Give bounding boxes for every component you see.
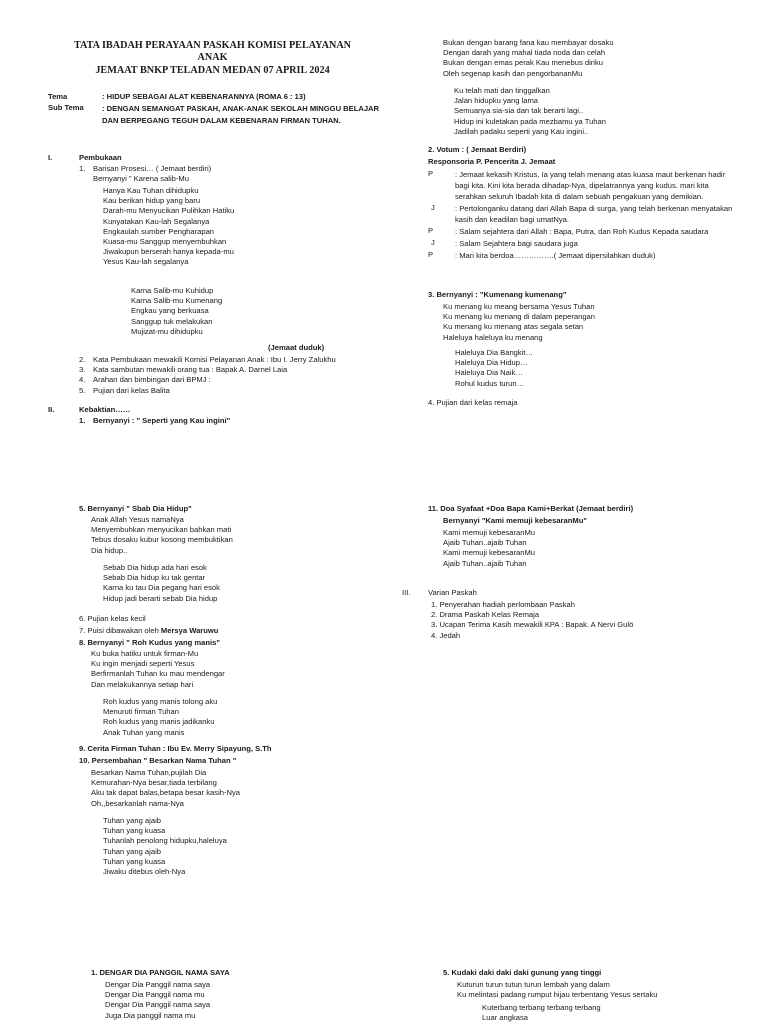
line: Jadilah padaku seperti yang Kau ingini.. xyxy=(454,126,589,136)
line: Hidup ini kuletakan pada mezbamu ya Tuhan xyxy=(454,116,606,126)
responsoria-row xyxy=(428,203,733,225)
line: 3. Kata sambutan mewakili orang tua : Bapak A. Darnel Laia xyxy=(79,365,288,375)
document-title xyxy=(40,40,385,77)
line: Bukan dengan barang fana kau membayar dosaku xyxy=(443,38,614,47)
responsoria-list xyxy=(428,169,733,262)
line: Tebus dosaku kubur kosong membuktikan xyxy=(91,535,233,545)
line: Dengar Dia Panggil nama saya xyxy=(105,980,211,989)
right-item-4: 4. Pujian dari kelas remaja xyxy=(428,398,518,407)
song-seperti-verse xyxy=(443,38,614,79)
line: 4. Jedah xyxy=(431,630,461,640)
song-roh-kudus-title: 8. Bernyanyi " Roh Kudus yang manis" xyxy=(79,638,220,647)
line: Oh,,besarkanlah nama-Nya xyxy=(91,798,184,808)
jemaat-duduk-note: (Jemaat duduk) xyxy=(268,343,325,352)
item-11-doa: 11. Doa Syafaat +Doa Bapa Kami+Berkat (Jemaat berdiri) xyxy=(428,504,634,513)
line: Juga Dia panggil nama mu xyxy=(105,1010,196,1020)
section-1-item-1: 1. Barisan Prosesi… ( Jemaat berdiri) xyxy=(79,164,212,173)
responsoria-text: : Salam sejahtera dari Allah : Bapa, Putra, dan Roh Kudus Kepada saudara xyxy=(455,227,709,236)
line: Ku menang ku meang bersama Yesus Tuhan xyxy=(443,302,595,311)
line: Kemurahan-Nya besar,tiada terbilang xyxy=(91,778,217,788)
song-sbab-dia-hidup-chorus xyxy=(103,563,220,604)
song-roh-kudus-verse xyxy=(91,649,225,690)
line: Kuterbang terbang terbang terbang xyxy=(482,1003,601,1012)
line: Karna Salib-mu Kumenang xyxy=(131,296,223,306)
line: Engkaulah sumber Pengharapan xyxy=(103,226,215,236)
line: Haleluya Dia Bangkit… xyxy=(455,348,534,357)
line: Tuhan yang ajaib xyxy=(103,846,161,856)
responsoria-row xyxy=(428,250,733,261)
votum: 2. Votum : ( Jemaat Berdiri) xyxy=(428,145,527,154)
section-1-heading: Pembukaan xyxy=(79,153,122,162)
song-kumenang-verse xyxy=(443,302,595,343)
line: Semuanya sia-sia dan tak berarti lagi.. xyxy=(454,106,584,116)
line: Anak Allah Yesus namaNya xyxy=(91,515,184,524)
song-besarkan-verse xyxy=(91,768,240,809)
line: Darah-mu Menyucikan Pulihkan Hatiku xyxy=(103,206,235,216)
item-7: 7. Puisi dibawakan oleh Mersya Waruwu xyxy=(79,626,219,635)
item-9-cerita-firman: 9. Cerita Firman Tuhan : Ibu Ev. Merry Sipayung, S.Th xyxy=(79,744,272,753)
line: Luar angkasa xyxy=(482,1013,529,1023)
bottom-song-dengar-title: 1. DENGAR DIA PANGGIL NAMA SAYA xyxy=(91,968,230,977)
tema-label: Tema xyxy=(48,92,68,101)
song-kami-memuji-title: Bernyanyi "Kami memuji kebesaranMu" xyxy=(443,516,587,525)
line: Besarkan Nama Tuhan,pujilah Dia xyxy=(91,768,207,777)
line: Kuturun turun tutun turun lembah yang dalam xyxy=(457,980,610,989)
song-roh-kudus-chorus xyxy=(103,697,217,738)
line: Hidup jadi berarti sebab Dia hidup xyxy=(103,593,218,603)
speaker-label: J xyxy=(431,203,435,212)
song-besarkan-chorus xyxy=(103,816,227,877)
speaker-label: P xyxy=(428,169,434,178)
line: Aku tak dapat balas,betapa besar kasih-Nya xyxy=(91,788,241,798)
section-1-numeral: I. xyxy=(48,153,53,162)
line: Jiwakupun berserah hanya kepada-mu xyxy=(103,247,234,257)
line: Berfirmanlah Tuhan ku mau mendengar xyxy=(91,669,225,679)
responsoria-row xyxy=(428,226,733,237)
line: Dengar Dia Panggil nama saya xyxy=(105,1000,211,1010)
line: Kunyatakan Kau-lah Segalanya xyxy=(103,216,210,226)
line: Yesus Kau-lah segalanya xyxy=(103,257,189,267)
line: Kuasa-mu Sanggup menyembuhkan xyxy=(103,236,227,246)
song-kami-memuji-lyrics xyxy=(443,528,535,569)
section-3-items xyxy=(431,600,633,641)
line: Ku ingin menjadi seperti Yesus xyxy=(91,659,195,669)
section-1-items xyxy=(79,355,336,396)
section-2-numeral: II. xyxy=(48,405,55,414)
line: Ajaib Tuhan..ajaib Tuhan xyxy=(443,538,527,548)
line: Mujizat-mu dihidupku xyxy=(131,326,203,336)
line: Roh kudus yang manis jadikanku xyxy=(103,717,215,727)
line: Tuhan yang ajaib xyxy=(103,816,161,825)
item-6: 6. Pujian kelas kecil xyxy=(79,614,146,623)
line: Sanggup tuk melakukan xyxy=(131,316,213,326)
song-kumenang-title: 3. Bernyanyi : "Kumenang kumenang" xyxy=(428,290,567,299)
line: Kau berikan hidup yang baru xyxy=(103,196,201,206)
section-3-heading: Varian Paskah xyxy=(428,588,477,597)
subtema-row xyxy=(48,103,388,139)
title-line-3: JEMAAT BNKP TELADAN MEDAN 07 APRIL 2024 xyxy=(95,64,330,76)
line: Sebab Dia hidup ku tak gentar xyxy=(103,573,206,583)
line: Menyembuhkan menyucikan bahkan mati xyxy=(91,525,232,535)
responsoria-text: : Salam Sejahtera bagi saudara juga xyxy=(455,239,578,248)
line: Dia hidup.. xyxy=(91,545,128,555)
line: 1. Penyerahan hadiah perlombaan Paskah xyxy=(431,600,575,609)
line: Ajaib Tuhan..ajaib Tuhan xyxy=(443,558,527,568)
line: Ku menang ku menang atas segala setan xyxy=(443,322,584,332)
song-besarkan-title: 10. Persembahan " Besarkan Nama Tuhan " xyxy=(79,756,237,765)
tema-row xyxy=(48,92,388,103)
speaker-label: P xyxy=(428,226,434,235)
line: Ku buka hatiku untuk firman-Mu xyxy=(91,649,199,658)
responsoria-row xyxy=(428,238,733,249)
bottom-song-kudaki-lyrics xyxy=(457,980,658,1000)
responsoria-row xyxy=(428,169,733,202)
responsoria-text: : Mari kita berdoa…………….( Jemaat dipersilahkan duduk) xyxy=(455,251,656,260)
line: Sebab Dia hidup ada hari esok xyxy=(103,563,207,572)
line: Tuhan yang kuasa xyxy=(103,826,166,836)
tema-value: : HIDUP SEBAGAI ALAT KEBENARANNYA (ROMA 6 : 13) xyxy=(102,92,306,101)
line: Ku melintasi padang rumput hijau terbentang Yesus sertaku xyxy=(457,990,658,1000)
line: Tuhan yang kuasa xyxy=(103,856,166,866)
line: Kami memuji kebesaranMu xyxy=(443,548,536,558)
line: Roh kudus yang manis tolong aku xyxy=(103,697,218,706)
line: Ku telah mati dan tinggalkan xyxy=(454,86,550,95)
section-2-item-1: 1. Bernyanyi : " Seperti yang Kau ingini" xyxy=(79,416,231,425)
song-karena-salib-title: Bernyanyi " Karena salib-Mu xyxy=(93,174,189,183)
responsoria-heading: Responsoria P. Pencerita J. Jemaat xyxy=(428,157,556,166)
line: Rohul kudus turun… xyxy=(455,378,525,388)
line: 4. Arahan dan bimbingan dari BPMJ : xyxy=(79,375,211,385)
title-line-1: TATA IBADAH PERAYAAN PASKAH KOMISI PELAYANAN xyxy=(73,40,352,51)
line: Bukan dengan emas perak Kau menebus diriku xyxy=(443,58,603,68)
line: Haleluya Dia Hidup… xyxy=(455,358,528,368)
line: Menuruti firman Tuhan xyxy=(103,707,179,717)
line: Dengar Dia Panggil nama mu xyxy=(105,990,205,1000)
song-sbab-dia-hidup-title: 5. Bernyanyi " Sbab Dia Hidup" xyxy=(79,504,192,513)
line: Haleluya Dia Naik… xyxy=(455,368,523,378)
song-sbab-dia-hidup-verse xyxy=(91,515,233,556)
line: Kami memuji kebesaranMu xyxy=(443,528,536,537)
section-3-numeral: III. xyxy=(402,588,411,597)
speaker-label: J xyxy=(431,238,435,247)
line: Jalan hidupku yang lama xyxy=(454,96,539,106)
line: Ku menang ku menang di dalam peperangan xyxy=(443,312,595,322)
item-7-performer: Mersya Waruwu xyxy=(160,626,219,635)
line: Jiwaku ditebus oleh-Nya xyxy=(103,866,186,876)
song-seperti-chorus xyxy=(454,86,606,137)
line: Dengan darah yang mahal tiada noda dan celah xyxy=(443,48,606,58)
line: Karna Salib-mu Kuhidup xyxy=(131,286,214,295)
line: Anak Tuhan yang manis xyxy=(103,727,185,737)
line: 3. Ucapan Terima Kasih mewakili KPA : Bapak. A Nervi Gulö xyxy=(431,620,634,630)
line: Dan melakukannya setiap hari xyxy=(91,679,194,689)
song-karena-salib-verse xyxy=(103,186,234,268)
line: Karna ku tau Dia pegang hari esok xyxy=(103,583,220,593)
subtema-label: Sub Tema xyxy=(48,103,84,112)
bottom-song-dengar-lyrics xyxy=(105,980,210,1021)
section-2-heading: Kebaktian…… xyxy=(79,405,131,414)
line: Tuhanlah penolong hidupku,haleluya xyxy=(103,836,227,846)
responsoria-text: : Jemaat kekasih Kristus, Ia yang telah menang atas kuasa maut berkenan hadir bagi kita. Kini kita berada dihadap-Nya, dipelatrannya yang kudus. mari kita serahkan seluruh Ibadah kita di dalam sebuah pengakuan yang demikian. xyxy=(455,170,726,201)
line: 5. Pujian dari kelas Balita xyxy=(79,385,170,395)
responsoria-text: : Pertolonganku datang dari Allah Bapa di surga, yang telah berkenan menyatakan kasih dan keadilan bagi umatNya. xyxy=(455,204,733,224)
subtema-value: : DENGAN SEMANGAT PASKAH, ANAK-ANAK SEKOLAH MINGGU BELAJAR DAN BERPEGANG TEGUH DALAM KEBENARAN FIRMAN TUHAN. xyxy=(102,104,380,126)
line: Hanya Kau Tuhan dihidupku xyxy=(103,186,199,195)
line: 2. Kata Pembukaan mewakili Komisi Pelayanan Anak : Ibu I. Jerry Zalukhu xyxy=(79,355,336,364)
bottom-song-kudaki-chorus xyxy=(482,1003,601,1023)
line: 2. Drama Paskah Kelas Remaja xyxy=(431,610,540,620)
bottom-song-kudaki-title: 5. Kudaki daki daki daki gunung yang tinggi xyxy=(443,968,602,977)
speaker-label: P xyxy=(428,250,434,259)
song-kumenang-chorus xyxy=(455,348,533,389)
line: Haleluya haleluya ku menang xyxy=(443,332,543,342)
song-karena-salib-chorus xyxy=(131,286,222,337)
line: Oleh segenap kasih dan pengorbananMu xyxy=(443,68,583,78)
title-line-2: ANAK xyxy=(197,52,228,64)
line: Engkau yang berkuasa xyxy=(131,306,209,316)
